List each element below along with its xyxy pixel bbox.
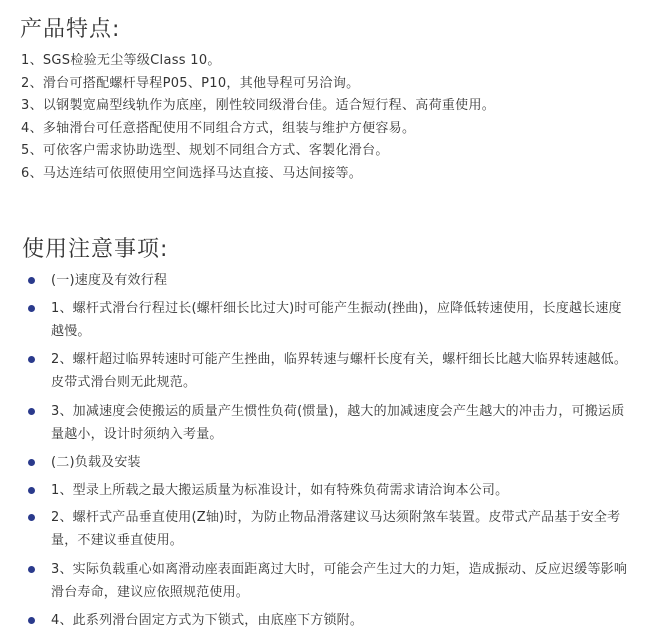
note-item [0,558,650,604]
bullet-icon [28,617,35,624]
note-text: 3、实际负载重心如离滑动座表面距离过大时，可能会产生过大的力矩，造成振动、反应迟缓等影响滑台寿命，建议应依照规范使用。 [51,561,628,600]
note-text: 2、螺杆式产品垂直使用(Z轴)时，为防止物品滑落建议马达须附煞车装置。皮带式产品基于安全考量，不建议垂直使用。 [51,510,621,548]
note-item [0,348,650,394]
feature-item: 1、SGS检验无尘等级Class 10。 [21,53,221,68]
note-text: (二)负载及安装 [51,455,141,470]
note-item [0,400,650,446]
bullet-icon [28,514,35,521]
feature-item: 3、以钢製宽扁型线轨作为底座，刚性较同级滑台佳。适合短行程、高荷重使用。 [21,98,496,114]
bullet-icon [28,356,35,363]
note-item [0,479,650,502]
features-list [21,50,495,186]
note-text: 3、加减速度会使搬运的质量产生惯性负荷(惯量)，越大的加减速度会产生越大的冲击力，可搬运质量越小，设计时须纳入考量。 [51,403,625,442]
notes-subheading-load [0,451,650,474]
notes-subheading-speed [0,269,650,292]
feature-item: 6、马达连结可依照使用空间选择马达直接、马达间接等。 [21,165,363,181]
note-text: (一)速度及有效行程 [51,273,168,288]
feature-item: 4、多轴滑台可任意搭配使用不同组合方式，组装与维护方便容易。 [21,120,416,136]
bullet-icon [28,408,35,415]
note-text: 2、螺杆超过临界转速时可能产生挫曲，临界转速与螺杆长度有关，螺杆细长比越大临界转速越低。皮带式滑台则无此规范。 [51,352,628,390]
notes-heading: 使用注意事项: [22,237,169,262]
note-item [0,297,650,343]
bullet-icon [28,459,35,466]
note-text: 1、型录上所载之最大搬运质量为标准设计，如有特殊负荷需求请洽询本公司。 [51,482,509,498]
bullet-icon [28,277,35,284]
feature-item: 2、滑台可搭配螺杆导程P05、P10，其他导程可另洽询。 [21,75,360,91]
bullet-icon [28,566,35,573]
note-item [0,609,650,632]
note-text: 1、螺杆式滑台行程过长(螺杆细长比过大)时可能产生振动(挫曲)，应降低转速使用，长度越长速度越慢。 [51,300,622,339]
feature-item: 5、可依客户需求协助选型、规划不同组合方式、客製化滑台。 [21,143,389,159]
notes-list [0,269,650,637]
note-item [0,506,650,552]
features-heading: 产品特点: [20,17,121,42]
bullet-icon [28,305,35,312]
bullet-icon [28,487,35,494]
note-text: 4、此系列滑台固定方式为下锁式，由底座下方锁附。 [51,613,364,628]
